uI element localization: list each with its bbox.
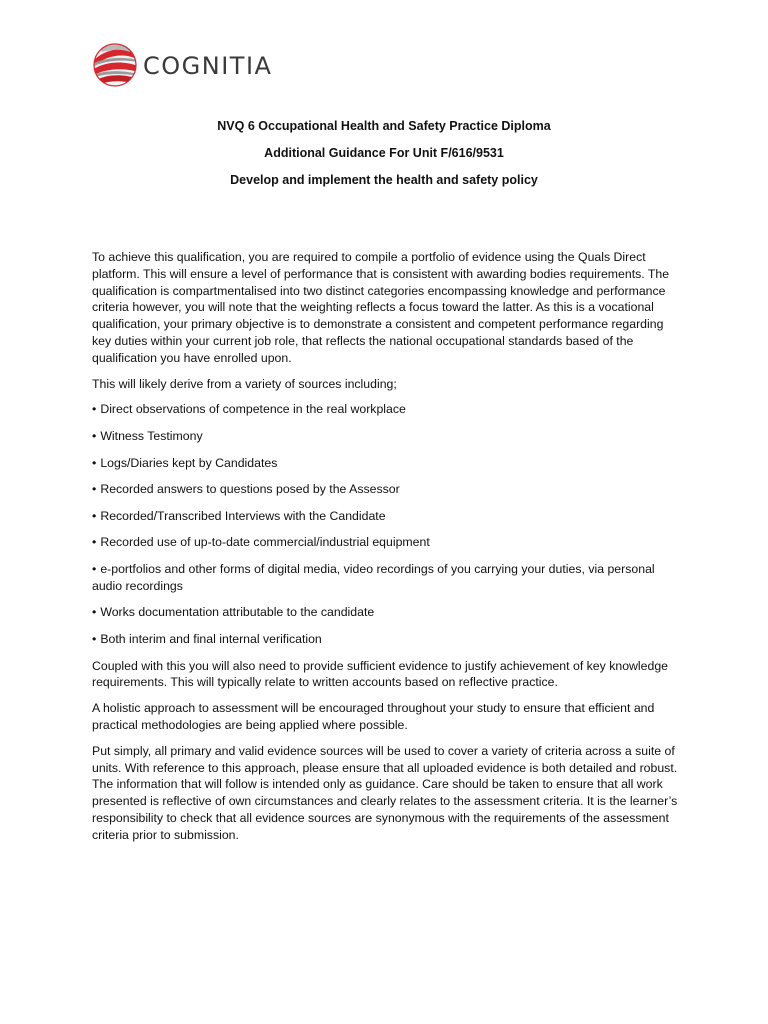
bullet-icon: • bbox=[92, 402, 97, 417]
holistic-paragraph: A holistic approach to assessment will be encouraged throughout your study to ensure that efficient and practical methodologies are being applied where possible. bbox=[92, 701, 655, 732]
document-title: NVQ 6 Occupational Health and Safety Practice Diploma bbox=[217, 119, 551, 133]
list-item: • Direct observations of competence in the real workplace bbox=[92, 402, 406, 417]
list-item: • Works documentation attributable to the candidate bbox=[92, 605, 375, 620]
document-titles bbox=[0, 118, 768, 199]
bullet-icon: • bbox=[92, 631, 97, 646]
list-item: • e-portfolios and other forms of digital media, video recordings of you carrying your duties, via personal audio recordings bbox=[92, 561, 655, 593]
bullet-icon: • bbox=[92, 508, 97, 523]
bullet-icon: • bbox=[92, 605, 97, 620]
logo-text: COGNITIA bbox=[143, 52, 273, 80]
list-item: • Recorded use of up-to-date commercial/industrial equipment bbox=[92, 535, 430, 550]
list-item: • Recorded answers to questions posed by the Assessor bbox=[92, 482, 400, 497]
list-item: • Both interim and final internal verification bbox=[92, 631, 322, 646]
unit-title: Additional Guidance For Unit F/616/9531 bbox=[264, 146, 504, 160]
globe-logo-icon bbox=[92, 42, 138, 88]
unit-subtitle: Develop and implement the health and safety policy bbox=[230, 173, 538, 187]
bullet-icon: • bbox=[92, 428, 97, 443]
bullet-icon: • bbox=[92, 535, 97, 550]
document-body bbox=[92, 249, 678, 852]
guidance-paragraph: Put simply, all primary and valid evidence sources will be used to cover a variety of criteria across a suite of units. With reference to this approach, please ensure that all uploaded evidence is both detailed and robust. The information that will follow is intended only as guidance. Care should be taken to ensure that all work presented is reflective of own circumstances and clearly relates to the assessment criteria. It is the learner’s responsibility to check that all evidence sources are synonymous with the requirements of the assessment criteria prior to submission. bbox=[92, 743, 678, 842]
intro-paragraph: To achieve this qualification, you are required to compile a portfolio of evidence using the Quals Direct platform. This will ensure a level of performance that is consistent with awarding bodies requirements. The qualification is compartmentalised into two distinct categories encompassing knowledge and performance criteria however, you will note that the weighting reflects a focus toward the latter. As this is a vocational qualification, your primary objective is to demonstrate a consistent and competent performance regarding key duties within your current job role, that reflects the national occupational standards based of the qualification you have enrolled upon. bbox=[92, 250, 670, 365]
sources-intro: This will likely derive from a variety of sources including; bbox=[92, 376, 397, 391]
bullet-icon: • bbox=[92, 561, 97, 576]
knowledge-paragraph: Coupled with this you will also need to provide sufficient evidence to justify achievement of key knowledge requirements. This will typically relate to written accounts based on reflective practice. bbox=[92, 658, 669, 690]
cognitia-logo bbox=[92, 42, 272, 88]
bullet-icon: • bbox=[92, 455, 97, 470]
list-item: • Witness Testimony bbox=[92, 428, 203, 443]
bullet-icon: • bbox=[92, 482, 97, 497]
list-item: • Recorded/Transcribed Interviews with the Candidate bbox=[92, 508, 386, 523]
list-item: • Logs/Diaries kept by Candidates bbox=[92, 455, 278, 470]
evidence-sources-list bbox=[92, 401, 678, 647]
